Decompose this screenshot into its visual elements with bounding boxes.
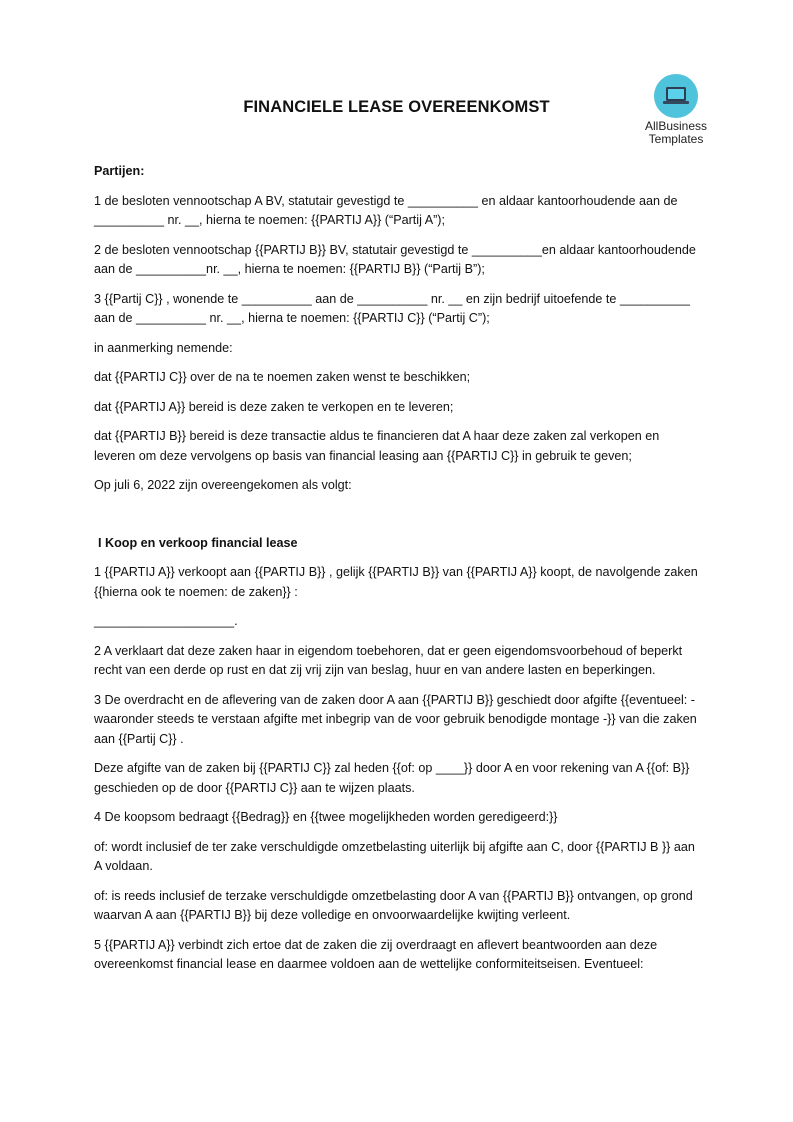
clause-3: 3 De overdracht en de aflevering van de zaken door A aan {{PARTIJ B}} geschiedt door afgifte {{eventueel: - waaronder steeds te verstaan afgifte met inbegrip van de voor gebruik benodigde montage -}} van die zaken aan {{Partij C}} . <box>94 692 697 746</box>
clause-2: 2 A verklaart dat deze zaken haar in eigendom toebehoren, dat er geen eigendomsvoorbehoud of beperkt recht van een derde op rust en dat zij vrij zijn van beslag, huur en van andere lasten en beperkingen. <box>94 643 683 677</box>
document-title: FINANCIELE LEASE OVEREENKOMST <box>243 98 550 116</box>
party-a-paragraph: 1 de besloten vennootschap A BV, statutair gevestigd te __________ en aldaar kantoorhoudende aan de __________ nr. __, hierna te noemen: {{PARTIJ A}} (“Partij A”); <box>94 193 678 227</box>
agreement-date-line: Op juli 6, 2022 zijn overeengekomen als volgt: <box>94 478 352 492</box>
blank-line: ____________________. <box>94 614 238 628</box>
recital-1: dat {{PARTIJ C}} over de na te noemen zaken wenst te beschikken; <box>94 370 471 384</box>
section-heading-i: I Koop en verkoop financial lease <box>98 535 298 550</box>
parties-heading: Partijen: <box>94 164 145 178</box>
party-b-paragraph: 2 de besloten vennootschap {{PARTIJ B}} BV, statutair gevestigd te __________en aldaar kantoorhoudende aan de __________nr. __, hierna te noemen: {{PARTIJ B}} (“Partij B”); <box>94 242 696 276</box>
recital-3: dat {{PARTIJ B}} bereid is deze transactie aldus te financieren dat A haar deze zaken zal verkopen en leveren om deze vervolgens op basis van financial leasing aan {{PARTIJ C}} in gebruik te geven; <box>94 429 660 463</box>
document-body <box>94 162 698 985</box>
clause-3-delivery: Deze afgifte van de zaken bij {{PARTIJ C}} zal heden {{of: op ____}} door A en voor rekening van A {{of: B}} geschieden op de door {{PARTIJ C}} aan te wijzen plaats. <box>94 761 690 795</box>
clause-4: 4 De koopsom bedraagt {{Bedrag}} en {{twee mogelijkheden worden geredigeerd:}} <box>94 810 558 824</box>
considering-heading: in aanmerking nemende: <box>94 340 233 355</box>
clause-4-option-2: of: is reeds inclusief de terzake verschuldigde omzetbelasting door A van {{PARTIJ B}} ontvangen, op grond waarvan A aan {{PARTIJ B}} bij deze volledige en onvoorwaardelijke kwijting verleent. <box>94 888 693 922</box>
clause-4-option-1: of: wordt inclusief de ter zake verschuldigde omzetbelasting uiterlijk bij afgifte aan C, door {{PARTIJ B }} aan A voldaan. <box>94 839 695 873</box>
party-c-paragraph: 3 {{Partij C}} , wonende te __________ aan de __________ nr. __ en zijn bedrijf uitoefende te __________ aan de __________ nr. __, hierna te noemen: {{PARTIJ C}} (“Partij C”); <box>94 291 690 325</box>
logo-text: AllBusiness Templates <box>644 119 708 146</box>
clause-5: 5 {{PARTIJ A}} verbindt zich ertoe dat de zaken die zij overdraagt en aflevert beantwoorden aan deze overeenkomst financial lease en daarmee voldoen aan de wettelijke conformiteitseisen. Eventueel: <box>94 937 658 971</box>
recital-2: dat {{PARTIJ A}} bereid is deze zaken te verkopen en te leveren; <box>94 399 454 414</box>
clause-1: 1 {{PARTIJ A}} verkoopt aan {{PARTIJ B}} , gelijk {{PARTIJ B}} van {{PARTIJ A}} koopt, de navolgende zaken {{hierna ook te noemen: de zaken}} : <box>94 565 698 599</box>
